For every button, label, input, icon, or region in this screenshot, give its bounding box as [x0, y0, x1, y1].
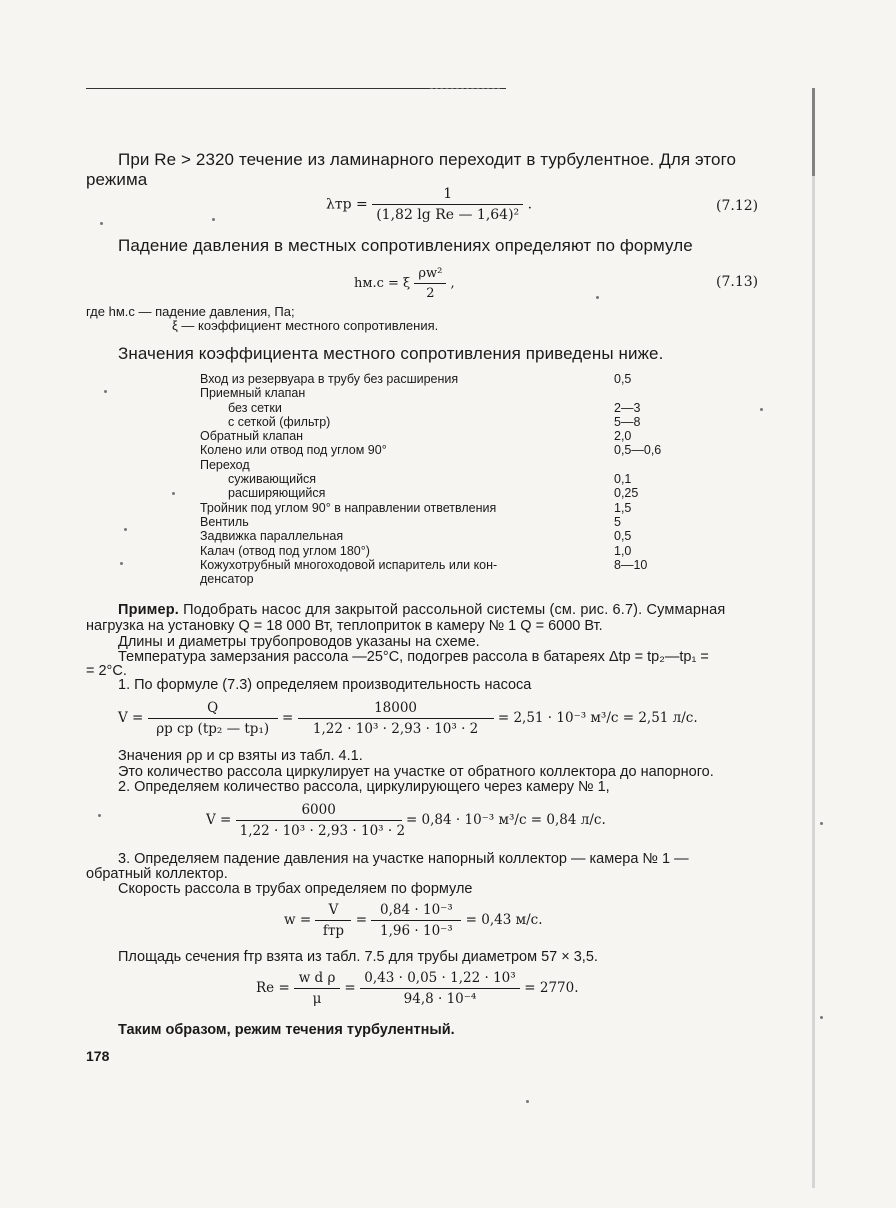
numerator: w d ρ	[294, 970, 340, 989]
conclusion: Таким образом, режим течения турбулентный.	[118, 1022, 455, 1038]
eq-result: = 0,43 м/с.	[465, 912, 543, 928]
scan-speck	[526, 1100, 529, 1103]
eq-sign: =	[281, 710, 294, 726]
scan-speck	[596, 296, 599, 299]
numerator: 18000	[298, 700, 494, 719]
coefficient-name: суживающийся	[228, 472, 317, 487]
coefficient-value: 2,0	[614, 429, 632, 444]
fraction-1	[294, 970, 340, 1007]
fraction	[372, 186, 523, 223]
equation-re	[256, 970, 579, 1007]
fraction-2	[360, 970, 520, 1007]
coefficient-value: 1,0	[614, 543, 632, 558]
eq-lhs: hм.с = ξ	[354, 276, 411, 291]
equation-w	[284, 902, 543, 939]
step-3-line-2: обратный коллектор.	[86, 866, 228, 882]
coefficient-value: 0,25	[614, 486, 639, 501]
intro-line-1: При Re > 2320 течение из ламинарного переходит в турбулентное. Для этого	[118, 150, 737, 169]
after-v1-line-1: Значения ρр и cр взяты из табл. 4.1.	[118, 748, 363, 764]
numerator: ρw²	[414, 266, 446, 284]
eq-sign: =	[344, 980, 356, 996]
fraction-2	[298, 700, 494, 737]
coefficient-row	[200, 429, 661, 443]
coefficient-name: Вход из резервуара в трубу без расширения	[200, 372, 459, 386]
coefficient-name: расширяющийся	[228, 486, 326, 501]
eq-result: = 0,84 · 10⁻³ м³/с = 0,84 л/с.	[405, 812, 606, 828]
denominator: 2	[426, 286, 435, 301]
denominator: 1,22 · 10³ · 2,93 · 10³ · 2	[239, 823, 406, 839]
coefficient-name: Калач (отвод под углом 180°)	[200, 543, 370, 558]
coefficient-value: 0,5	[614, 529, 632, 544]
fraction	[414, 266, 446, 301]
coefficient-name: Переход	[200, 457, 250, 472]
coefficient-name: без сетки	[228, 400, 282, 415]
example-line-3: Длины и диаметры трубопроводов указаны на схеме.	[118, 634, 480, 650]
denominator: 1,22 · 10³ · 2,93 · 10³ · 2	[312, 721, 479, 737]
example-label: Пример.	[118, 602, 179, 618]
coefficient-value: 8—10	[614, 557, 648, 572]
coefficient-name: Обратный клапан	[200, 429, 304, 444]
coefficient-row	[200, 486, 661, 500]
page-edge-shadow	[812, 88, 815, 1188]
coefficient-row	[200, 386, 661, 400]
coefficient-row	[200, 472, 661, 486]
where-line-2: ξ — коэффициент местного сопротивления.	[172, 318, 439, 333]
example-line-5: = 2°С.	[86, 663, 127, 679]
pressure-heading: Падение давления в местных сопротивлениях определяют по формуле	[118, 236, 693, 255]
coefficient-value: 1,5	[614, 500, 632, 515]
denominator: 94,8 · 10⁻⁴	[403, 991, 477, 1007]
fraction	[236, 802, 406, 839]
coefficient-row	[200, 501, 661, 515]
coefficient-name: Задвижка параллельная	[200, 529, 344, 544]
scan-speck	[820, 822, 823, 825]
coefficient-row	[200, 372, 661, 386]
numerator: 6000	[236, 802, 402, 821]
coefficient-value: 0,1	[614, 472, 632, 487]
coefficient-value: 2—3	[614, 400, 641, 415]
equation-number-7-12: (7.12)	[716, 198, 759, 214]
coefficient-row	[200, 515, 661, 529]
eq-result: = 2770.	[524, 980, 579, 996]
coefficient-row	[200, 443, 661, 457]
eq-lhs: w =	[284, 912, 312, 928]
step-1: 1. По формуле (7.3) определяем производительность насоса	[118, 677, 532, 693]
example-text: Подобрать насос для закрытой рассольной системы (см. рис. 6.7). Суммарная	[178, 602, 726, 618]
numerator: 0,43 · 0,05 · 1,22 · 10³	[360, 970, 520, 989]
fraction-1	[315, 902, 351, 939]
denominator: fтр	[322, 923, 345, 939]
coefficient-row	[200, 558, 661, 572]
area-note: Площадь сечения fтр взята из табл. 7.5 для трубы диаметром 57 × 3,5.	[118, 949, 598, 965]
eq-lhs: Re =	[256, 980, 290, 996]
scan-speck	[120, 562, 123, 565]
coefficient-value	[612, 572, 661, 586]
numerator: Q	[148, 700, 278, 719]
fraction-2	[371, 902, 461, 939]
eq-tail: .	[527, 196, 533, 213]
table-intro: Значения коэффициента местного сопротивления приведены ниже.	[118, 344, 664, 363]
example-line-4: Температура замерзания рассола —25°С, подогрев рассола в батареях Δtр = tр₂—tр₁ =	[118, 649, 709, 665]
coefficient-table	[200, 372, 661, 586]
example-line-1	[118, 602, 725, 618]
equation-number-7-13: (7.13)	[716, 274, 759, 290]
coefficient-row	[200, 544, 661, 558]
coefficient-name: Тройник под углом 90° в направлении ответвления	[200, 500, 497, 515]
coefficient-name: Колено или отвод под углом 90°	[200, 443, 387, 458]
eq-result: = 2,51 · 10⁻³ м³/с = 2,51 л/с.	[497, 710, 698, 726]
intro-line-2: режима	[86, 170, 148, 189]
page-number: 178	[86, 1048, 110, 1064]
eq-lhs: V =	[118, 710, 144, 726]
coefficient-row	[200, 401, 661, 415]
top-rule-dashed	[430, 88, 500, 89]
denominator: ρр cр (tр₂ — tр₁)	[156, 721, 270, 737]
coefficient-value: 0,5	[614, 372, 632, 386]
scan-speck	[104, 390, 107, 393]
denominator: μ	[312, 991, 322, 1007]
coefficient-row	[200, 415, 661, 429]
equation-v1	[118, 700, 698, 737]
eq-sign: =	[355, 912, 368, 928]
scan-speck	[760, 408, 763, 411]
numerator: 1	[372, 186, 523, 205]
scan-speck	[98, 814, 101, 817]
after-v1-line-3: 2. Определяем количество рассола, циркулирующего через камеру № 1,	[118, 779, 610, 795]
step-3-line-3: Скорость рассола в трубах определяем по формуле	[118, 881, 473, 897]
equation-7-13	[354, 266, 455, 301]
coefficient-name: с сеткой (фильтр)	[228, 414, 331, 429]
scan-speck	[820, 1016, 823, 1019]
coefficient-name: Приемный клапан	[200, 386, 306, 401]
eq-lhs: V =	[206, 812, 232, 828]
step-3-line-1: 3. Определяем падение давления на участке напорный коллектор — камера № 1 —	[118, 851, 689, 867]
coefficient-value: 5	[614, 514, 621, 529]
where-line-1: где hм.с — падение давления, Па;	[86, 304, 295, 319]
after-v1-line-2: Это количество рассола циркулирует на участке от обратного коллектора до напорного.	[118, 764, 714, 780]
coefficient-name: денсатор	[200, 572, 254, 587]
coefficient-value: 0,5—0,6	[614, 443, 662, 458]
eq-lhs: λтр =	[326, 196, 368, 213]
coefficient-name: Кожухотрубный многоходовой испаритель или кон-	[200, 557, 498, 572]
equation-v2	[206, 802, 606, 839]
eq-tail: ,	[450, 276, 455, 291]
example-line-2: нагрузка на установку Q = 18 000 Вт, теплоприток в камеру № 1 Q = 6000 Вт.	[86, 618, 603, 634]
coefficient-name: Вентиль	[200, 514, 249, 529]
numerator: 0,84 · 10⁻³	[371, 902, 461, 921]
coefficient-row	[200, 572, 661, 586]
coefficient-value: 5—8	[614, 414, 641, 429]
equation-7-12	[326, 186, 532, 223]
scan-speck	[172, 492, 175, 495]
denominator: (1,82 lg Re — 1,64)²	[376, 207, 520, 223]
coefficient-value	[612, 458, 661, 472]
fraction-1	[148, 700, 278, 737]
denominator: 1,96 · 10⁻³	[380, 923, 453, 939]
coefficient-row	[200, 529, 661, 543]
scan-speck	[100, 222, 103, 225]
coefficient-row	[200, 458, 661, 472]
coefficient-value	[612, 386, 661, 400]
scan-speck	[212, 218, 215, 221]
scan-speck	[124, 528, 127, 531]
numerator: V	[315, 902, 351, 921]
